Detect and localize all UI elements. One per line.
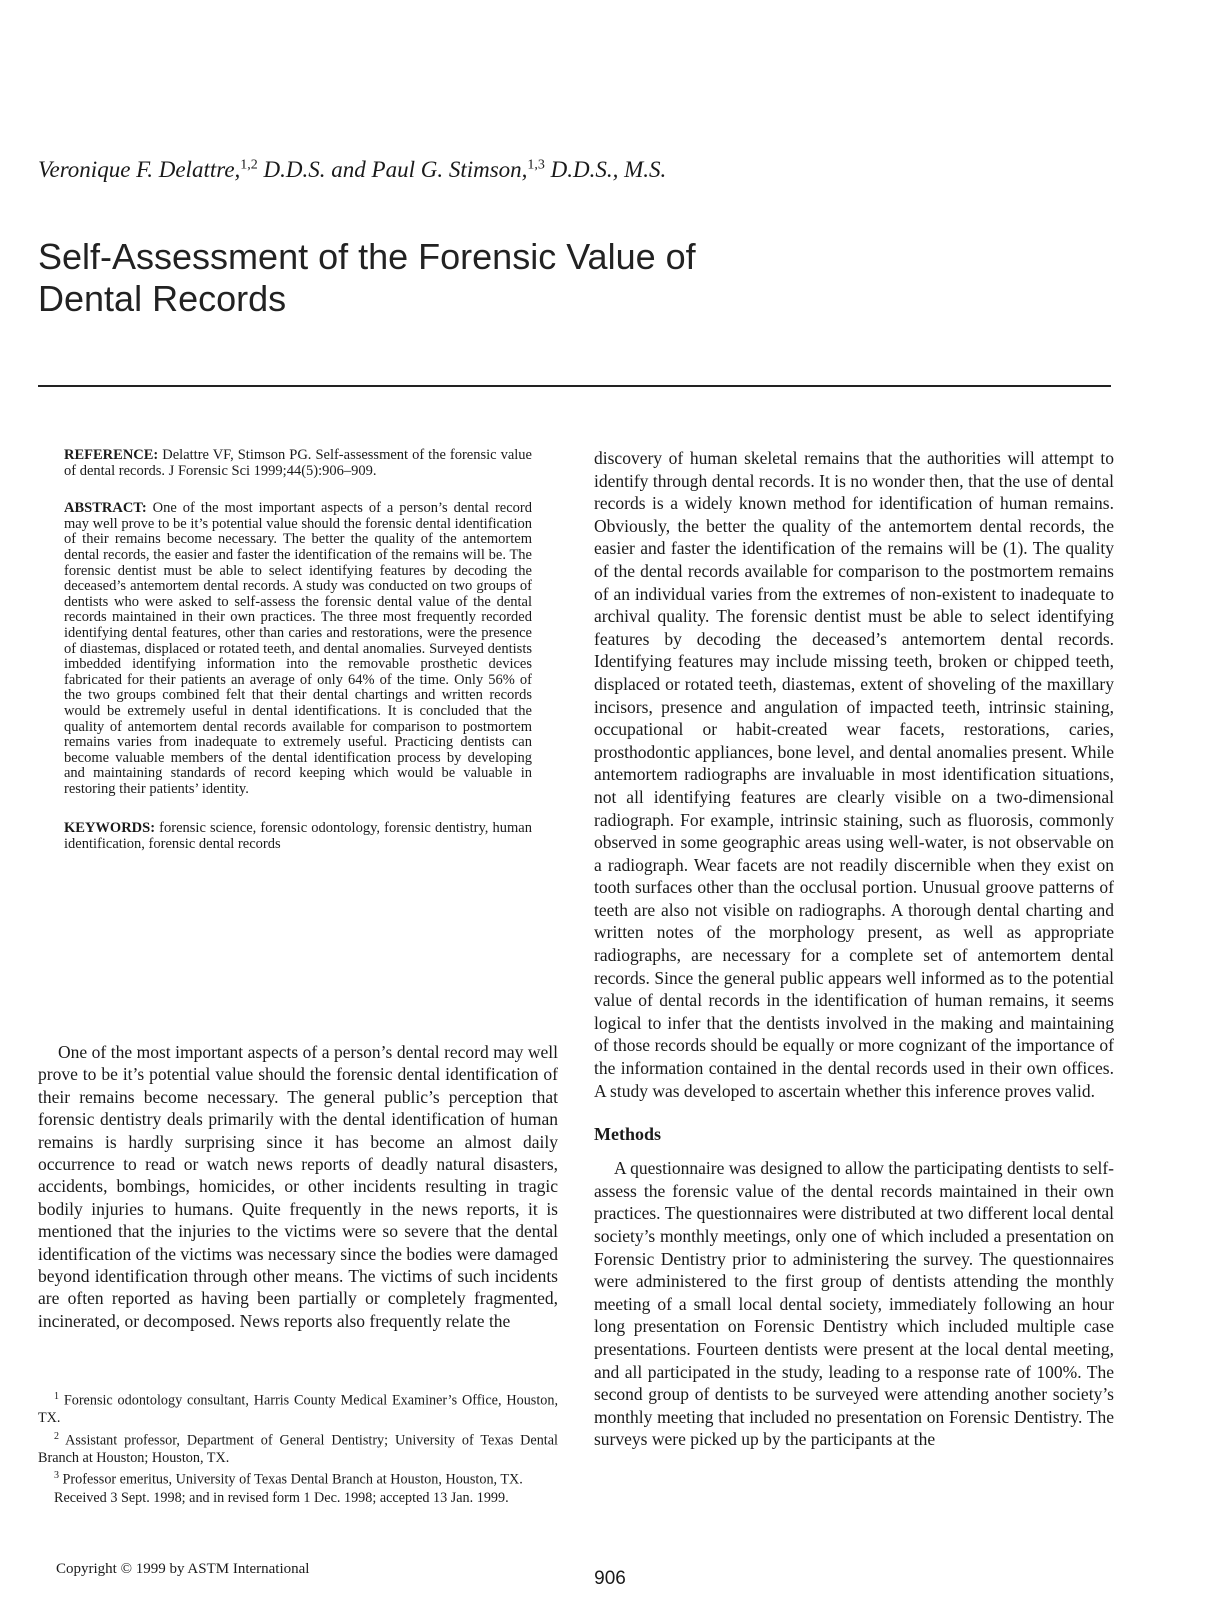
author-1-name: Veronique F. Delattre, (38, 157, 241, 182)
abstract-box (64, 448, 532, 867)
abstract-label: ABSTRACT: (64, 500, 147, 517)
footnote-1 (38, 1388, 558, 1428)
abstract-text: One of the most important aspects of a person’s dental record may well prove to be it’s potential value should the forensic dental identification of their remains become necessary. The better the quality of the antemortem dental records, the easier and faster the identification of the remains will be. The forensic dentist must be able to select identifying features by decoding the deceased’s antemortem dental records. A study was conducted on two groups of dentists who were asked to self-assess the forensic dental value of the dental records maintained in their own practices. The three most frequently recorded identifying dental features, other than caries and restorations, were the presence of diastemas, displaced or rotated teeth, and dental anomalies. Surveyed dentists imbedded identifying information into the removable prosthetic devices fabricated for their patients an average of only 64% of the time. Only 56% of the two groups combined felt that their dental chartings and written records would be extremely useful in dental identifications. It is concluded that the quality of antemortem dental records available for comparison to postmortem remains varies from inadequate to extremely useful. Practicing dentists can become valuable members of the dental identification process by developing and maintaining standards of record keeping which would be valuable in restoring their patients’ identity. (64, 500, 532, 797)
abstract-paragraph (64, 501, 532, 797)
copyright-notice: Copyright © 1999 by ASTM International (56, 1561, 310, 1577)
footnote-2-text: Assistant professor, Department of General Dentistry; University of Texas Dental Branch at Houston; Houston, TX. (38, 1432, 558, 1466)
right-column (594, 447, 1114, 1451)
footnote-1-marker: 1 (54, 1391, 59, 1402)
title-line-1: Self-Assessment of the Forensic Value of (38, 236, 696, 277)
keywords-paragraph (64, 821, 532, 852)
page-number: 906 (594, 1568, 626, 1589)
reference-label: REFERENCE: (64, 447, 159, 463)
methods-paragraph: A questionnaire was designed to allow the participating dentists to self-assess the forensic value of the dental records maintained in their own practices. The questionnaires were distributed at two different local dental society’s monthly meetings, only one of which included a presentation on Forensic Dentistry prior to administering the survey. The questionnaires were administered to the first group of dentists attending the monthly meeting of a small local dental society, immediately following an hour long presentation on Forensic Dentistry which included multiple case presentations. Fourteen dentists were present at the local dental meeting, and all participated in the study, leading to a response rate of 100%. The second group of dentists to be surveyed were attending another society’s monthly meeting that included no presentation on Forensic Dentistry. The surveys were picked up by the participants at the (594, 1158, 1114, 1450)
continuation-paragraph: discovery of human skeletal remains that the authorities will attempt to identify through dental records. It is no wonder then, that the use of dental records is a widely known method for identification of human remains. Obviously, the better the quality of the antemortem dental records, the easier and faster the identification of the remains will be (1). The quality of the dental records available for comparison to the postmortem remains of an individual varies from the extremes of non-existent to inadequate to archival quality. The forensic dentist must be able to select identifying features by decoding the deceased’s antemortem dental records. Identifying features may include missing teeth, broken or chipped teeth, displaced or rotated teeth, diastemas, extent of shoveling of the maxillary incisors, presence and angulation of impacted teeth, intrinsic staining, occupational or habit-created wear facets, restorations, caries, prosthodontic appliances, bone level, and dental anomalies present. While antemortem radiographs are invaluable in most identification situations, not all identifying features are clearly visible on a two-dimensional radiograph. For example, intrinsic staining, such as fluorosis, commonly observed in some geographic areas using well-water, is not observable on a radiograph. Wear facets are not readily discernible when they exist on tooth surfaces other than the occlusal portion. Unusual groove patterns of teeth are also not visible on radiographs. A thorough dental charting and written notes of the morphology present, as well as appropriate radiographs, are necessary for a complete set of antemortem dental records. Since the general public appears well informed as to the potential value of dental records in the identification of human remains, it seems logical to infer that the dentists involved in the making and maintaining of those records should be equally or more cognizant of the importance of the information contained in the dental records used in their own offices. A study was developed to ascertain whether this inference proves valid. (594, 448, 1114, 1101)
title-divider (38, 385, 1111, 387)
author-line (38, 156, 938, 184)
footnote-3-text: Professor emeritus, University of Texas Dental Branch at Houston, Houston, TX. (59, 1472, 523, 1489)
keywords-text: forensic science, forensic odontology, forensic dentistry, human identification, forensic dental records (64, 820, 532, 853)
author-2-affiliation: 1,3 (527, 157, 545, 173)
author-1-affiliation: 1,2 (240, 157, 258, 173)
paper-title (38, 236, 938, 320)
reference-paragraph (64, 448, 532, 479)
intro-body (38, 1041, 558, 1332)
footnote-3 (38, 1467, 558, 1489)
footnote-2-marker: 2 (54, 1430, 59, 1442)
intro-paragraph: One of the most important aspects of a person’s dental record may well prove to be it’s potential value should the forensic dental identification of their remains become necessary. The general public’s perception that forensic dentistry deals primarily with the dental identification of human remains is hardly surprising since it has become an almost daily occurrence to read or watch news reports of deadly natural disasters, accidents, bombings, homicides, or other incidents resulting in tragic bodily injuries to humans. Quite frequently in the news reports, it is mentioned that the injuries to the victims were so severe that the dental identification of the victims was necessary since the bodies were damaged beyond identification through other means. The victims of such incidents are often reported as having been partially or completely fragmented, incinerated, or decomposed. News reports also frequently relate the (38, 1042, 558, 1331)
footnote-1-text: Forensic odontology consultant, Harris County Medical Examiner’s Office, Houston, TX. (38, 1392, 558, 1427)
author-2-name: D.D.S. and Paul G. Stimson, (257, 157, 528, 182)
methods-heading: Methods (594, 1124, 661, 1145)
footnotes (38, 1388, 558, 1507)
reference-text: Delattre VF, Stimson PG. Self-assessment of the forensic value of dental records. J Forensic Sci 1999;44(5):906–909. (64, 447, 532, 479)
author-2-degree: D.D.S., M.S. (544, 157, 667, 182)
footnote-3-marker: 3 (54, 1470, 59, 1482)
footnote-2 (38, 1428, 558, 1468)
keywords-label: KEYWORDS: (64, 820, 156, 837)
received-dates: Received 3 Sept. 1998; and in revised form 1 Dec. 1998; accepted 13 Jan. 1999. (54, 1489, 509, 1506)
title-line-2: Dental Records (38, 278, 287, 319)
